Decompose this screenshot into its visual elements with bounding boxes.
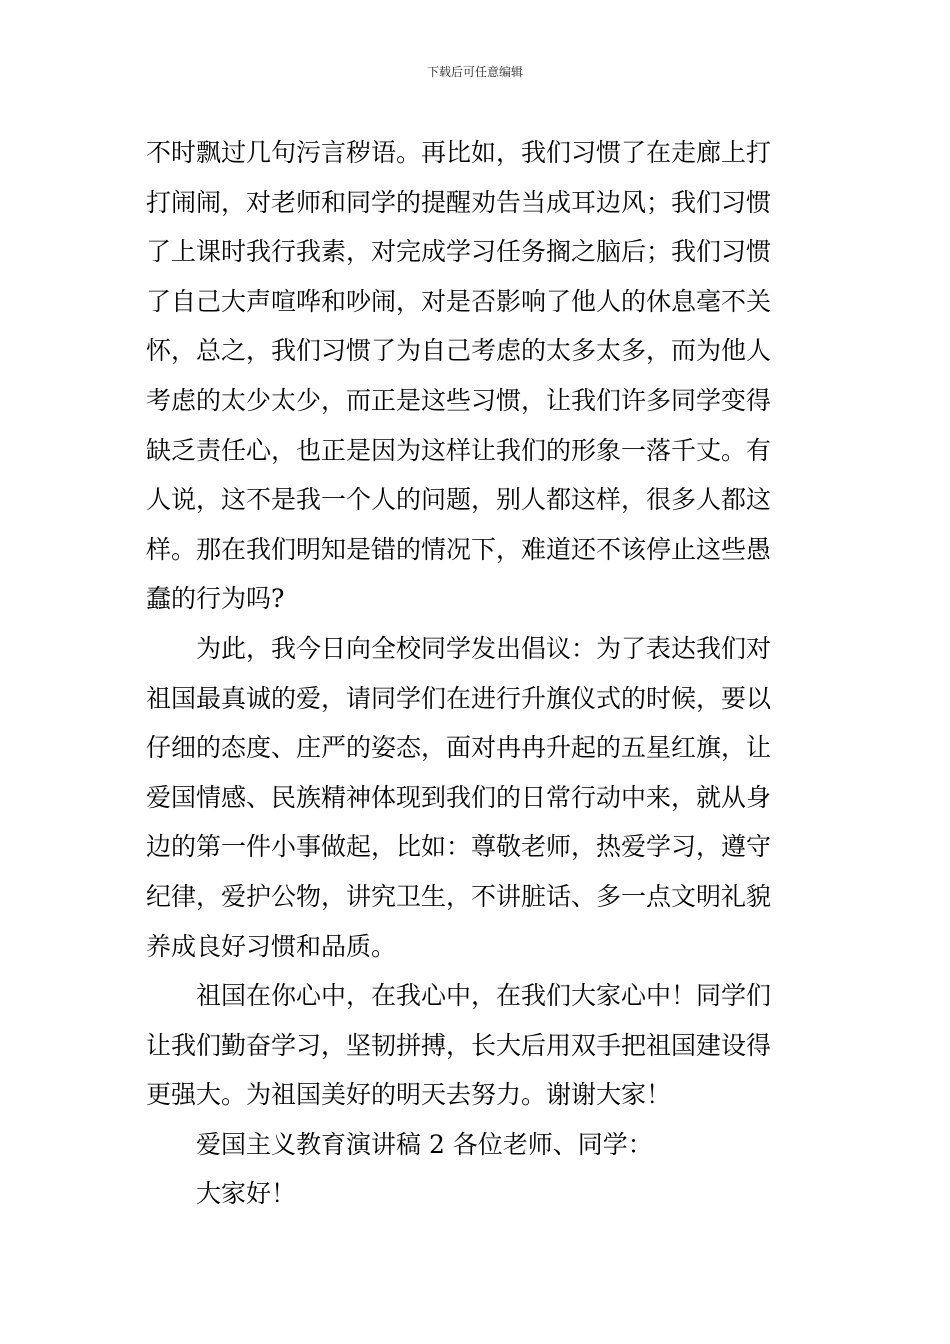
text-line: 养成良好习惯和品质。: [146, 931, 397, 961]
text-line: 考虑的太少太少，而正是这些习惯，让我们许多同学变得: [146, 385, 772, 415]
text-line: 人说，这不是我一个人的问题，别人都这样，很多人都这: [146, 485, 772, 515]
text-line: 怀，总之，我们习惯了为自己考虑的太多太多，而为他人: [146, 336, 772, 366]
text-line: 仔细的态度、庄严的姿态，面对冉冉升起的五星红旗，让: [146, 733, 772, 763]
document-body: [146, 128, 808, 1219]
text-line: 祖国最真诚的爱，请同学们在进行升旗仪式的时候，要以: [146, 683, 772, 713]
text-line: 了自己大声喧哗和吵闹，对是否影响了他人的休息毫不关: [146, 286, 772, 316]
text-line: 纪律，爱护公物，讲究卫生，不讲脏话、多一点文明礼貌: [146, 881, 772, 911]
text-line: 让我们勤奋学习，坚韧拼搏，长大后用双手把祖国建设得: [146, 1030, 772, 1060]
text-line: 爱国主义教育演讲稿 2 各位老师、同学：: [196, 1129, 653, 1159]
text-line: 打闹闹，对老师和同学的提醒劝告当成耳边风；我们习惯: [146, 187, 772, 217]
text-line: 边的第一件小事做起，比如：尊敬老师，热爱学习，遵守: [146, 832, 772, 862]
text-line: 爱国情感、民族精神体现到我们的日常行动中来，就从身: [146, 782, 772, 812]
text-line: 大家好！: [196, 1179, 297, 1209]
text-line: 更强大。为祖国美好的明天去努力。谢谢大家！: [146, 1080, 672, 1110]
text-line: 蠢的行为吗?: [146, 584, 285, 614]
text-line: 了上课时我行我素，对完成学习任务搁之脑后；我们习惯: [146, 237, 772, 267]
text-line: 不时飘过几句污言秽语。再比如，我们习惯了在走廊上打: [146, 138, 772, 167]
text-line: 缺乏责任心，也正是因为这样让我们的形象一落千丈。有: [146, 435, 772, 465]
page-header-note: 下载后可任意编辑: [426, 65, 523, 79]
text-line: 祖国在你心中，在我心中，在我们大家心中！同学们: [196, 981, 772, 1011]
text-line: 样。那在我们明知是错的情况下，难道还不该停止这些愚: [146, 534, 772, 564]
text-line: 为此，我今日向全校同学发出倡议：为了表达我们对: [196, 633, 772, 663]
